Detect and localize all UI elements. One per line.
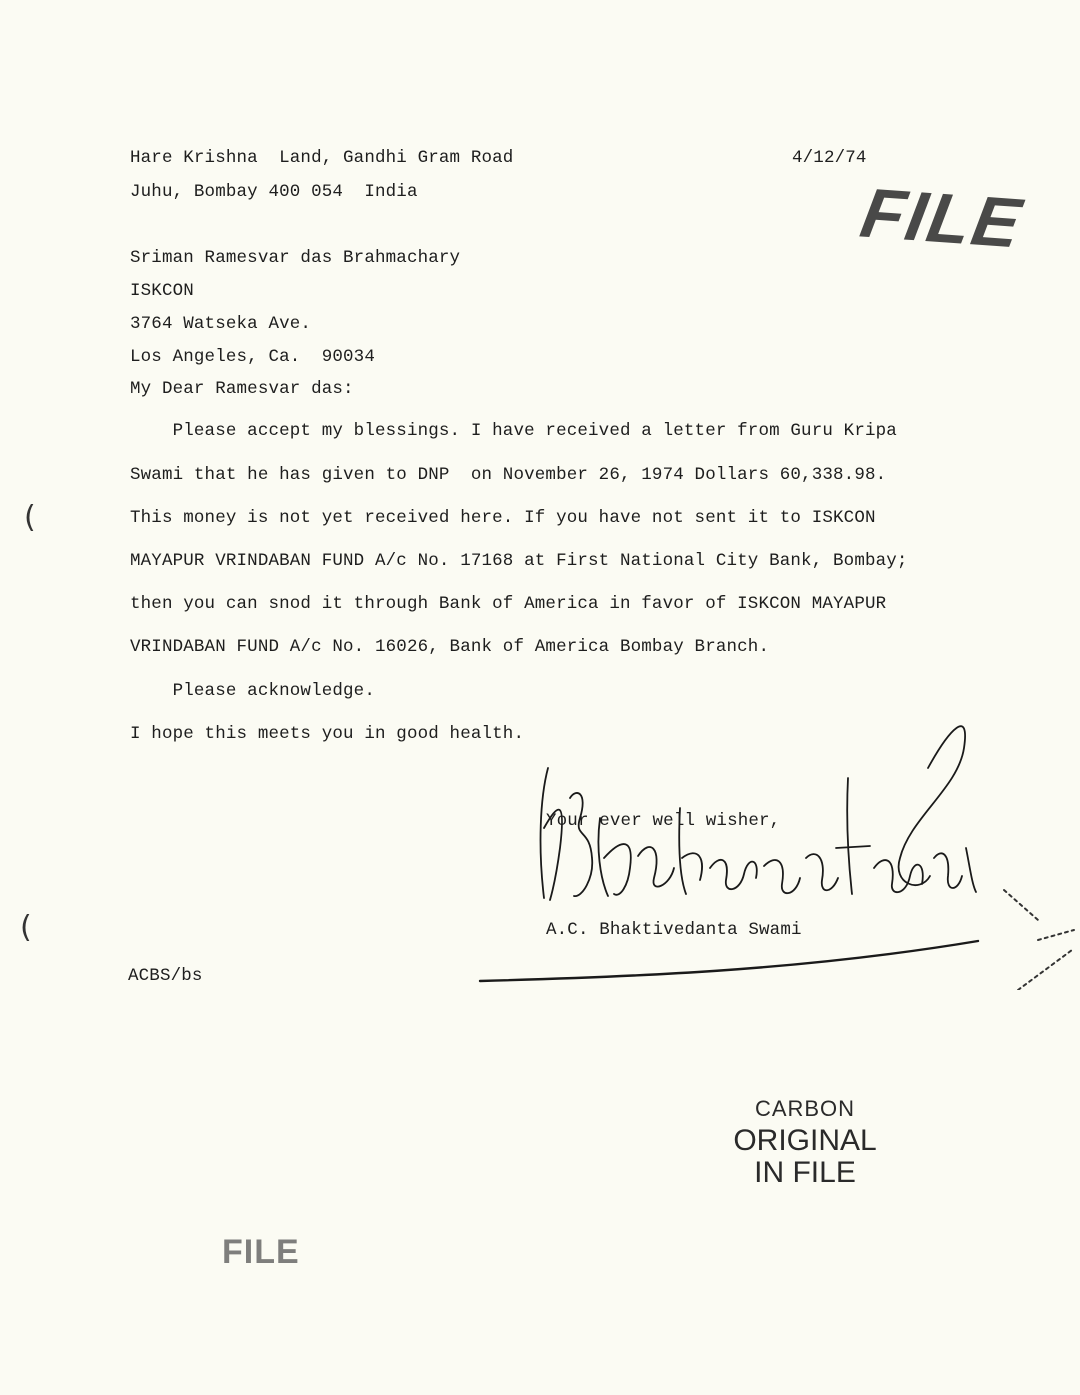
letter-date: 4/12/74 xyxy=(792,148,867,168)
body-line: I hope this meets you in good health. xyxy=(130,724,525,744)
salutation: My Dear Ramesvar das: xyxy=(130,379,354,399)
carbon-stamp-line3: IN FILE xyxy=(754,1156,856,1189)
punch-hole-mark: ( xyxy=(24,500,36,535)
body-line: MAYAPUR VRINDABAN FUND A/c No. 17168 at First National City Bank, Bombay; xyxy=(130,551,908,571)
margin-ink-marks xyxy=(998,880,1078,990)
recipient-name: Sriman Ramesvar das Brahmachary xyxy=(130,248,461,268)
reference-initials: ACBS/bs xyxy=(128,966,203,986)
signer-name: A.C. Bhaktivedanta Swami xyxy=(546,920,802,940)
file-stamp: FILE xyxy=(855,173,1029,263)
signature-underline xyxy=(478,935,998,985)
sender-address-line1: Hare Krishna Land, Gandhi Gram Road xyxy=(130,148,514,168)
body-line: Swami that he has given to DNP on November 26, 1974 Dollars 60,338.98. xyxy=(130,465,887,485)
body-line: Please acknowledge. xyxy=(130,681,375,701)
carbon-stamp-line2: ORIGINAL xyxy=(733,1124,877,1157)
sender-address-line2: Juhu, Bombay 400 054 India xyxy=(130,182,418,202)
bottom-file-stamp: FILE xyxy=(222,1233,300,1271)
body-line: then you can snod it through Bank of America in favor of ISKCON MAYAPUR xyxy=(130,594,887,614)
recipient-org: ISKCON xyxy=(130,281,194,301)
valediction: Your ever well wisher, xyxy=(546,811,781,831)
body-line: VRINDABAN FUND A/c No. 16026, Bank of America Bombay Branch. xyxy=(130,637,770,657)
carbon-stamp-line1: CARBON xyxy=(754,1096,856,1121)
recipient-street: 3764 Watseka Ave. xyxy=(130,314,312,334)
handwritten-signature xyxy=(530,708,990,918)
body-line: Please accept my blessings. I have received a letter from Guru Kripa xyxy=(130,421,897,441)
recipient-city: Los Angeles, Ca. 90034 xyxy=(130,347,375,367)
body-line: This money is not yet received here. If you have not sent it to ISKCON xyxy=(130,508,876,528)
punch-hole-mark: ( xyxy=(20,910,32,945)
